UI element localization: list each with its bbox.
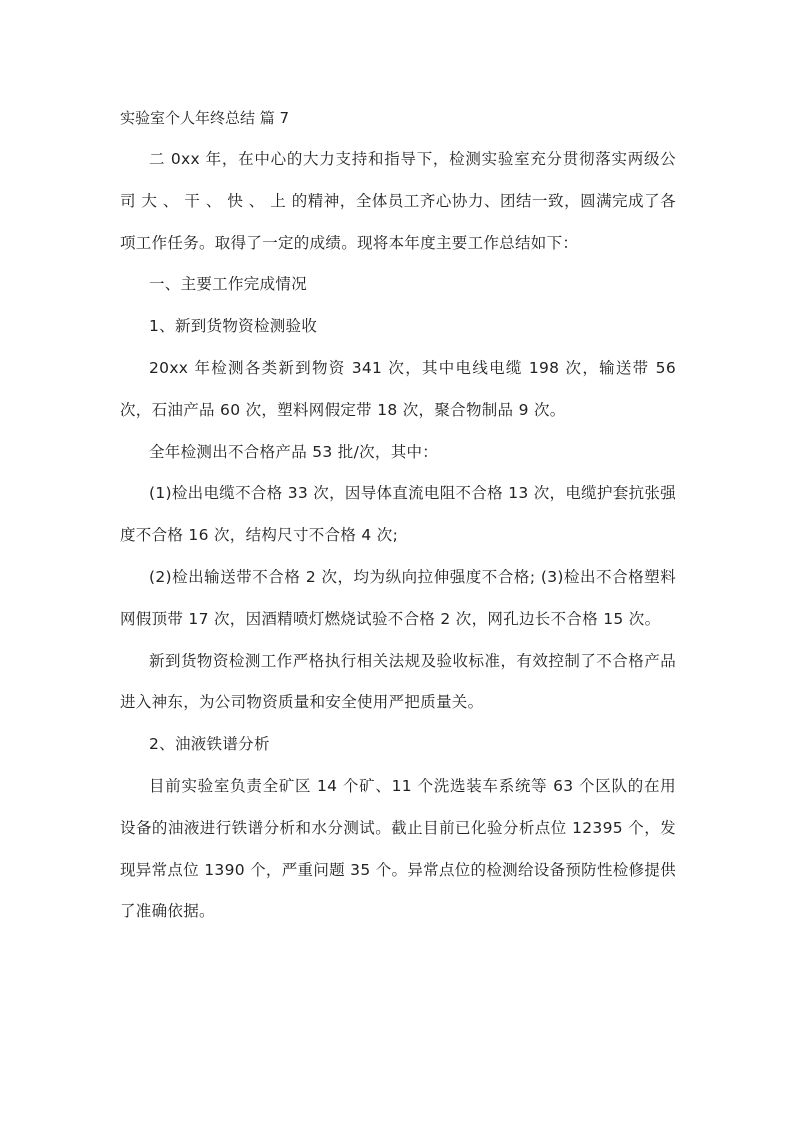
- paragraph-belt-and-net-nonconforming: (2)检出输送带不合格 2 次，均为纵向拉伸强度不合格; (3)检出不合格塑料网假顶带 17 次，因酒精喷灯燃烧试验不合格 2 次，网孔边长不合格 15 次。: [120, 567, 676, 628]
- paragraph-nonconforming-total: 全年检测出不合格产品 53 批/次，其中：: [149, 442, 439, 461]
- paragraph-inspection-control: 新到货物资检测工作严格执行相关法规及验收标准，有效控制了不合格产品进入神东，为公司物资质量和安全使用严把质量关。: [120, 651, 676, 712]
- section-heading-main-work: 一、主要工作完成情况: [149, 275, 308, 294]
- document-title: 实验室个人年终总结 篇 7: [120, 109, 290, 127]
- document-body: [120, 97, 676, 933]
- subsection-heading-ferrography: 2、油液铁谱分析: [149, 735, 270, 754]
- paragraph-ferrography-analysis: 目前实验室负责全矿区 14 个矿、11 个洗选装车系统等 63 个区队的在用设备的油液进行铁谱分析和水分测试。截止目前已化验分析点位 12395 个，发现异常点位 1390 个，严重问题 35 个。异常点位的检测给设备预防性检修提供了准确依据。: [120, 776, 676, 921]
- subsection-heading-material-inspection: 1、新到货物资检测验收: [149, 317, 318, 336]
- paragraph-cable-nonconforming: (1)检出电缆不合格 33 次，因导体直流电阻不合格 13 次，电缆护套抗张强度不合格 16 次，结构尺寸不合格 4 次;: [120, 484, 676, 545]
- paragraph-inspection-counts: 20xx 年检测各类新到物资 341 次，其中电线电缆 198 次，输送带 56 次，石油产品 60 次，塑料网假定带 18 次，聚合物制品 9 次。: [120, 358, 676, 419]
- intro-paragraph: 二 0xx 年，在中心的大力支持和指导下，检测实验室充分贯彻落实两级公司 大 、 干 、 快 、 上 的精神，全体员工齐心协力、团结一致，圆满完成了各项工作任务。取得了一定的成绩。现将本年度主要工作总结如下：: [120, 150, 676, 252]
